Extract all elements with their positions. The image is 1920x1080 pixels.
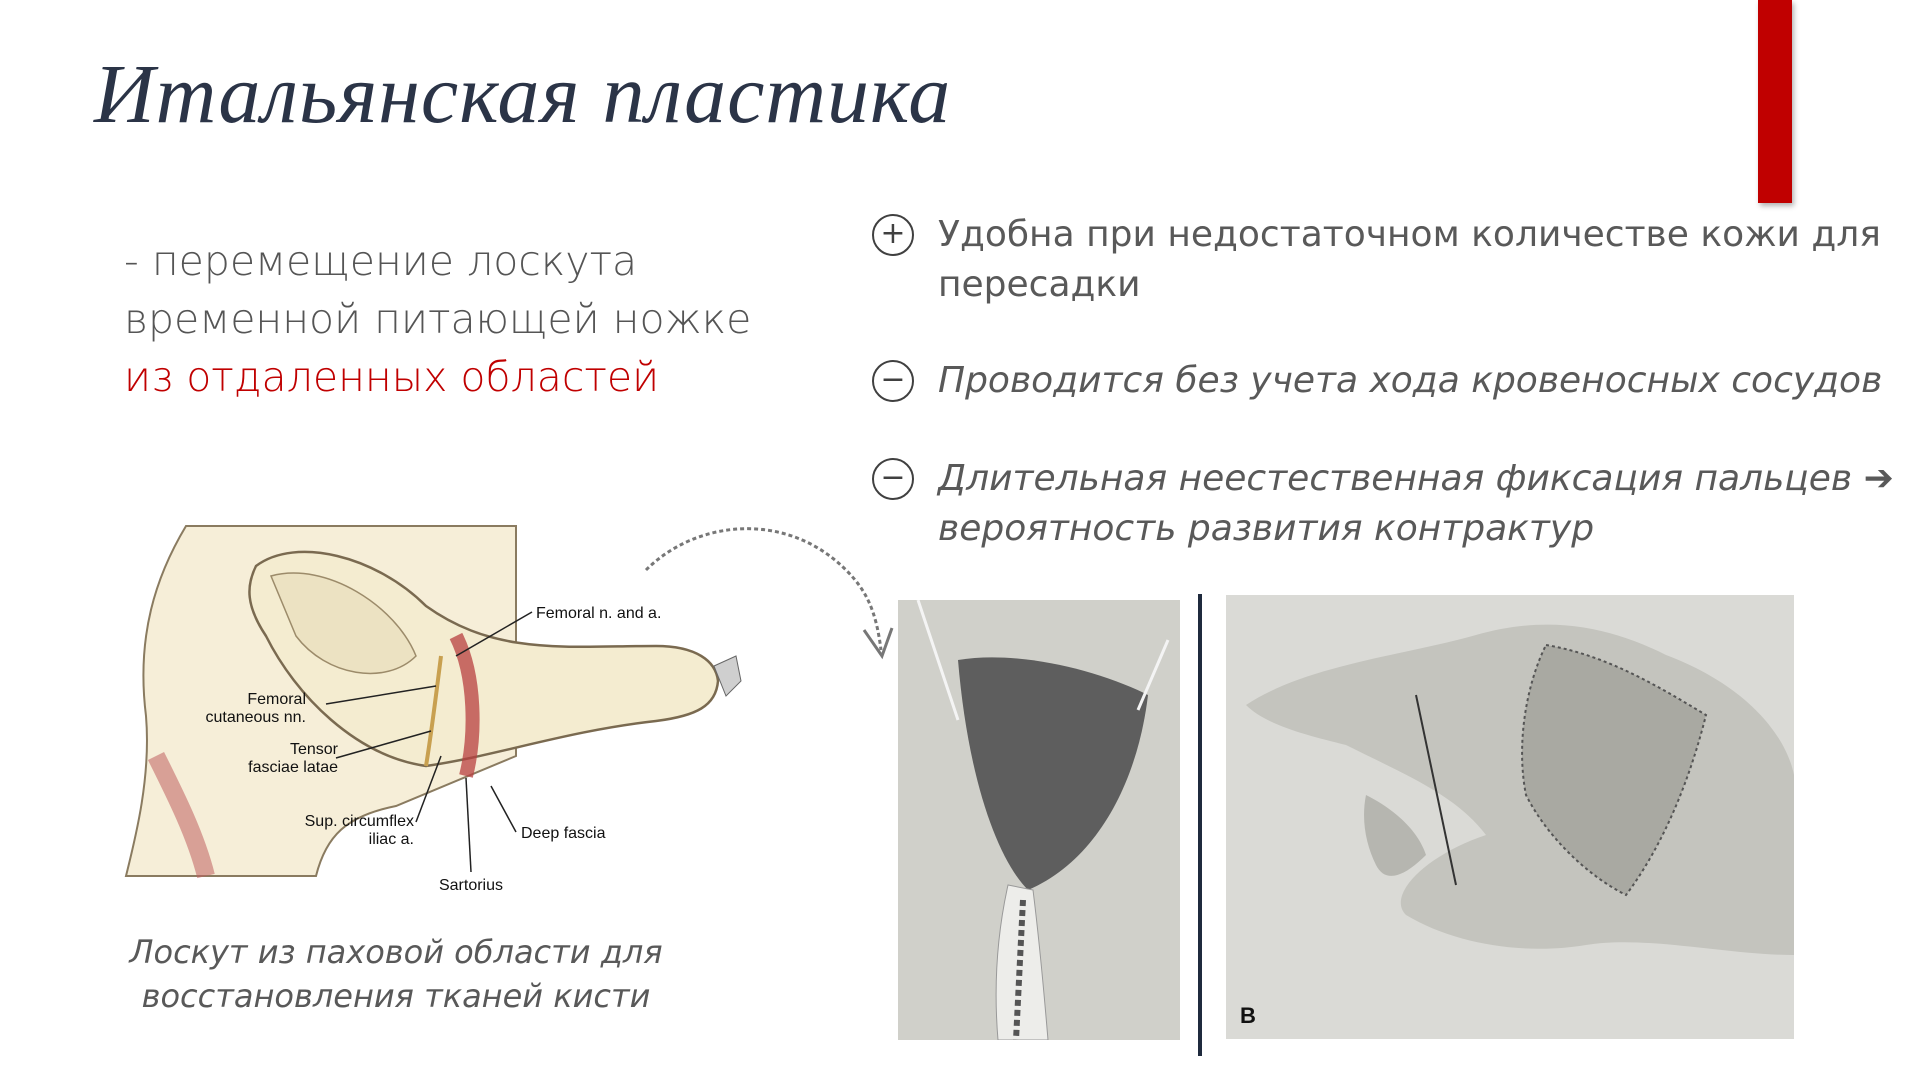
minus-circle-icon: − xyxy=(872,360,914,402)
label-tensor-1: Tensor xyxy=(289,741,338,758)
definition-line-1: - перемещение лоскута xyxy=(124,237,638,285)
label-sup-circumflex-1: Sup. circumflex xyxy=(304,813,414,830)
slide-title: Итальянская пластика xyxy=(94,48,952,141)
curved-arrow-icon xyxy=(636,510,896,670)
point-text: Проводится без учета хода кровеносных сосудов xyxy=(938,360,1883,401)
caption-line-1: Лоскут из паховой области для xyxy=(129,933,663,971)
label-deep-fascia: Deep fascia xyxy=(521,825,606,842)
definition-accent: из отдаленных областей xyxy=(124,353,660,401)
point-text: Длительная неестественная фиксация пальцев ➔ вероятность развития контрактур xyxy=(938,458,1894,549)
label-femoral-cutaneous-1: Femoral xyxy=(247,691,306,708)
photo-divider xyxy=(1198,594,1202,1056)
minus-circle-icon: − xyxy=(872,458,914,500)
label-femoral-na: Femoral n. and a. xyxy=(536,605,662,622)
caption-line-2: восстановления тканей кисти xyxy=(141,977,651,1015)
plus-circle-icon: + xyxy=(872,214,914,256)
photo-label-b: B xyxy=(1240,1003,1256,1028)
flap-photo-2 xyxy=(1226,595,1794,1039)
accent-bar xyxy=(1758,0,1792,203)
label-femoral-cutaneous-2: cutaneous nn. xyxy=(205,709,306,726)
point-text: Удобна при недостаточном количестве кожи для пересадки xyxy=(938,214,1881,305)
label-sup-circumflex-2: iliac a. xyxy=(368,831,414,848)
flap-photo-1 xyxy=(898,600,1180,1040)
definition-text xyxy=(124,232,844,406)
label-tensor-2: fasciae latae xyxy=(248,759,338,776)
figure-caption xyxy=(96,930,696,1018)
label-sartorius: Sartorius xyxy=(438,877,504,894)
definition-line-2: временной питающей ножке xyxy=(124,295,752,343)
